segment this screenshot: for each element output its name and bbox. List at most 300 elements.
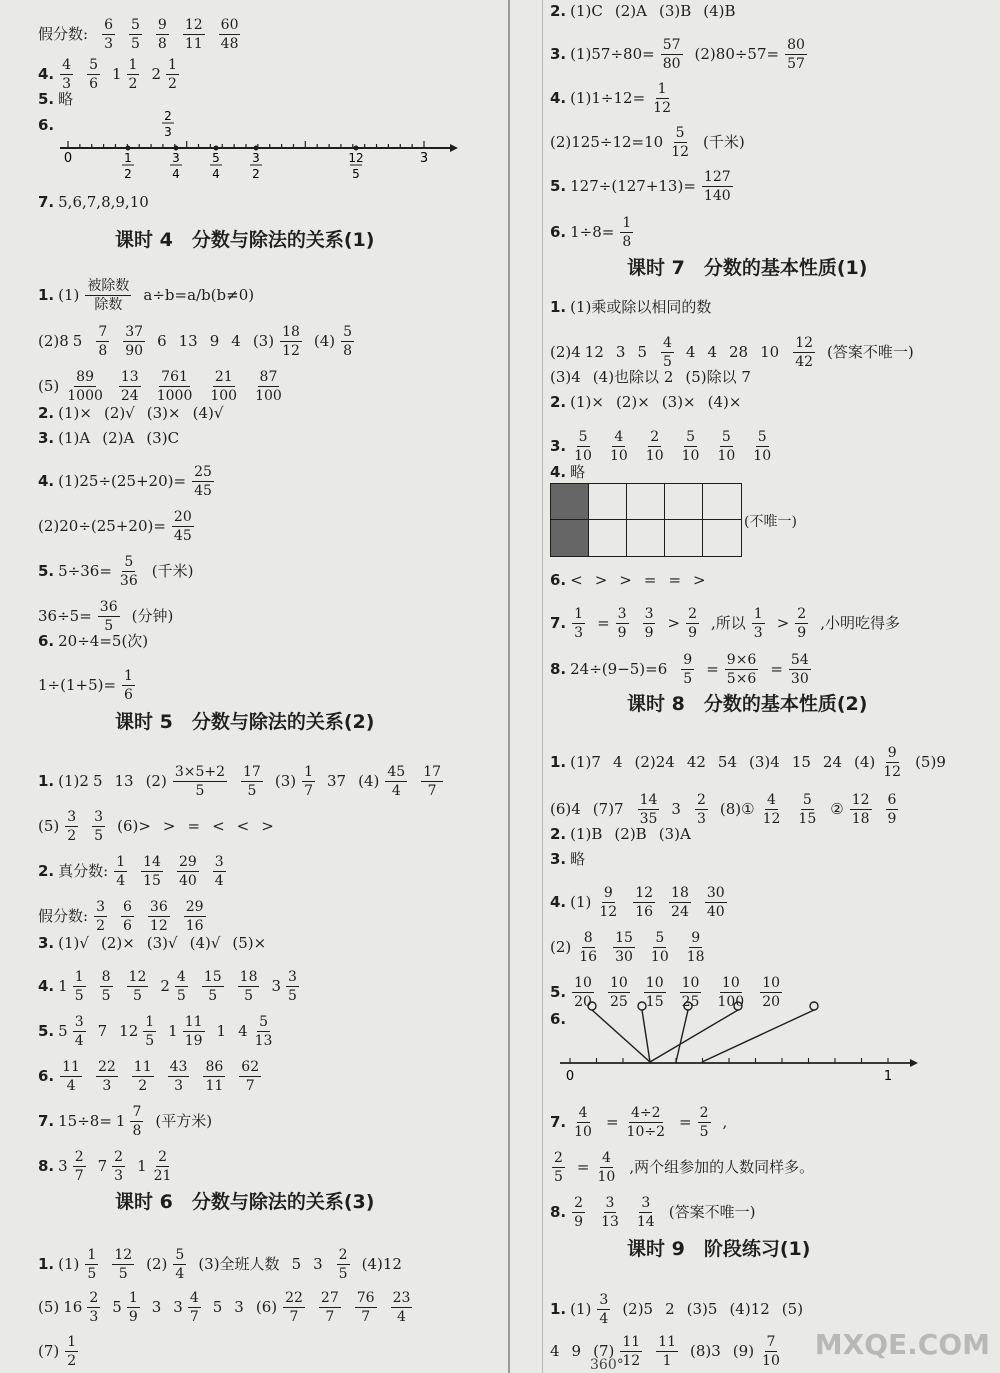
mixed-number: 1 $\frac{2}{21}$ bbox=[137, 1149, 172, 1184]
fraction bbox=[616, 607, 629, 640]
answer-text: (2)A bbox=[102, 429, 135, 447]
numerator: 8 bbox=[583, 930, 593, 946]
answer-text: (3)√ bbox=[146, 934, 178, 952]
answer-text: (2)8 bbox=[38, 332, 69, 350]
denominator: 6 bbox=[89, 76, 98, 92]
answer-text: (1)57÷80= bbox=[570, 45, 655, 63]
mixed-number: 2 $\frac{4}{5}$ bbox=[160, 969, 186, 1004]
answer-text: (答案不唯一) bbox=[827, 343, 914, 361]
answer-text: > bbox=[261, 817, 274, 835]
answer-text: (答案不唯一) bbox=[668, 1203, 756, 1221]
mixed-number: 2 $\frac{1}{2}$ bbox=[151, 57, 177, 92]
answer-text: (4)12 bbox=[729, 1300, 770, 1318]
answer-text: 3 bbox=[615, 343, 626, 361]
denominator: 100 bbox=[255, 388, 282, 404]
numerator: 7 bbox=[132, 1104, 142, 1120]
numerator: 5 bbox=[655, 930, 665, 946]
denominator: 4 bbox=[599, 1311, 609, 1327]
answer-text: = bbox=[576, 1158, 590, 1176]
fraction bbox=[96, 1060, 118, 1093]
answer-text: 7 bbox=[97, 1022, 108, 1040]
numerator: 1 bbox=[87, 1247, 97, 1263]
numerator: 76 bbox=[356, 1290, 375, 1306]
numerator: 22 bbox=[285, 1290, 303, 1306]
numerator: 18 bbox=[239, 969, 258, 985]
numerator: 5 bbox=[675, 125, 685, 141]
fraction bbox=[87, 1291, 100, 1324]
fraction bbox=[789, 653, 811, 686]
answer-line bbox=[550, 852, 597, 867]
answer-line bbox=[550, 1196, 767, 1229]
tick-label-1: 1 bbox=[883, 1069, 893, 1084]
answer-text: (7) bbox=[38, 1342, 60, 1360]
question-number: 5. bbox=[38, 562, 55, 580]
numerator: 3 bbox=[74, 1014, 84, 1030]
fraction bbox=[572, 607, 585, 640]
fraction bbox=[796, 793, 818, 826]
denominator: 7 bbox=[189, 1309, 199, 1325]
answer-line bbox=[38, 669, 147, 702]
answer-line bbox=[38, 855, 238, 888]
denominator: 2 bbox=[128, 76, 138, 92]
question-number: 7. bbox=[38, 1112, 55, 1130]
answer-line bbox=[38, 431, 191, 446]
lesson-heading: 课时 4 分数与除法的关系(1) bbox=[115, 229, 375, 251]
lesson-heading: 课时 6 分数与除法的关系(3) bbox=[115, 1191, 375, 1213]
fraction bbox=[355, 1291, 377, 1324]
fraction bbox=[785, 38, 807, 71]
answer-text: (1) bbox=[570, 893, 592, 911]
fraction bbox=[173, 765, 227, 798]
answer-text: (4) bbox=[358, 772, 380, 790]
denominator: 5 bbox=[247, 783, 257, 799]
denominator: 9 bbox=[797, 625, 807, 641]
denominator: 10 bbox=[717, 448, 736, 464]
tick-label-3: 3 bbox=[419, 151, 429, 166]
answer-line bbox=[550, 126, 757, 159]
answer-line bbox=[550, 607, 912, 640]
fraction bbox=[114, 855, 127, 888]
fraction bbox=[123, 325, 145, 358]
fraction bbox=[112, 1150, 125, 1183]
denominator: 9 bbox=[644, 625, 654, 641]
above-numerator: 2 bbox=[164, 109, 172, 123]
answer-line bbox=[550, 465, 597, 480]
mixed-number: 4 $\frac{5}{13}$ bbox=[238, 1014, 273, 1049]
lesson-heading: 课时 7 分数的基本性质(1) bbox=[627, 257, 868, 279]
fraction bbox=[608, 430, 630, 463]
mixed-number: 1 $\frac{7}{8}$ bbox=[115, 1104, 142, 1139]
answer-text: (千米) bbox=[703, 133, 745, 151]
answer-line bbox=[38, 765, 455, 798]
answer-line bbox=[550, 82, 685, 115]
question-number: 3. bbox=[38, 429, 55, 447]
denominator: 48 bbox=[220, 36, 239, 52]
answer-text: 3 bbox=[151, 1298, 162, 1316]
fraction bbox=[122, 669, 135, 702]
answer-text: > bbox=[162, 817, 176, 835]
answer-text: 5 bbox=[291, 1255, 302, 1273]
numerator: 86 bbox=[205, 1059, 224, 1075]
fraction bbox=[385, 765, 407, 798]
answer-line bbox=[38, 325, 366, 358]
question-number: 8. bbox=[550, 660, 567, 678]
numerator: 27 bbox=[320, 1290, 339, 1306]
fraction bbox=[881, 746, 903, 779]
answer-text: (2)× bbox=[100, 934, 135, 952]
answer-text: (6)4 bbox=[550, 800, 581, 818]
numerator: 43 bbox=[169, 1059, 188, 1075]
denominator: 3 bbox=[696, 811, 706, 827]
numerator: 12 bbox=[128, 969, 147, 985]
answer-text: (5)除以 7 bbox=[685, 368, 751, 386]
tick-denominator: 4 bbox=[172, 167, 180, 181]
fraction bbox=[112, 1248, 134, 1281]
denominator: 5 bbox=[94, 828, 104, 844]
numerator: 15 bbox=[203, 969, 222, 985]
question-number: 3. bbox=[38, 934, 55, 952]
question-number: 4. bbox=[38, 472, 55, 490]
answer-text: (7) bbox=[593, 1342, 615, 1360]
denominator: 18 bbox=[851, 811, 870, 827]
fraction bbox=[141, 855, 163, 888]
number-line-q6 bbox=[60, 108, 460, 183]
denominator: 90 bbox=[125, 343, 144, 359]
fraction bbox=[65, 810, 78, 843]
denominator: 3 bbox=[62, 76, 72, 92]
numerator: 3 bbox=[641, 1195, 651, 1211]
tick-numerator: 3 bbox=[172, 151, 180, 165]
denominator: 3 bbox=[114, 1168, 124, 1184]
denominator: 100 bbox=[717, 994, 745, 1010]
denominator: 5 bbox=[288, 988, 297, 1004]
numerator: 18 bbox=[282, 324, 300, 340]
numerator: 11 bbox=[62, 1059, 80, 1075]
answer-text: 1 bbox=[216, 1022, 227, 1040]
answer-text: 54 bbox=[717, 753, 738, 771]
numerator: 2 bbox=[114, 1149, 124, 1165]
answer-text: 24÷(9−5)=6 bbox=[570, 660, 668, 678]
denominator: 2 bbox=[67, 828, 77, 844]
answer-text: > bbox=[776, 614, 790, 632]
numerator: 2 bbox=[89, 1290, 99, 1306]
numerator: 1 bbox=[574, 606, 584, 622]
numerator: 2 bbox=[554, 1150, 563, 1166]
answer-line bbox=[38, 1291, 424, 1324]
fraction bbox=[669, 886, 691, 919]
answer-line bbox=[38, 406, 235, 421]
fraction bbox=[184, 900, 206, 933]
fraction bbox=[208, 370, 239, 403]
numerator: 5 bbox=[175, 1247, 185, 1263]
answer-text: (1)C bbox=[570, 2, 603, 20]
numerator: 10 bbox=[609, 975, 628, 991]
fraction bbox=[302, 765, 315, 798]
denominator: 10 bbox=[574, 1124, 592, 1140]
denominator: 40 bbox=[178, 873, 197, 889]
fraction bbox=[73, 970, 86, 1003]
question-number: 1. bbox=[38, 772, 55, 790]
fraction bbox=[127, 970, 149, 1003]
answer-text: (2)20÷(25+20)= bbox=[38, 517, 166, 535]
fraction bbox=[100, 970, 113, 1003]
answer-text: ,所以 bbox=[710, 614, 746, 632]
numerator: 37 bbox=[125, 324, 144, 340]
numerator: 9 bbox=[157, 17, 167, 33]
answer-text: 42 bbox=[686, 753, 706, 771]
numerator: 5 bbox=[721, 429, 731, 445]
fraction bbox=[85, 279, 131, 312]
answer-line bbox=[38, 1105, 224, 1138]
numerator: 9 bbox=[683, 652, 693, 668]
fraction bbox=[341, 325, 354, 358]
lesson-heading: 课时 8 分数的基本性质(2) bbox=[627, 693, 868, 715]
numerator: 4 bbox=[578, 1105, 588, 1121]
answer-text: (平方米) bbox=[155, 1112, 213, 1130]
answer-text: (3) bbox=[274, 772, 297, 790]
denominator: 5 bbox=[195, 783, 205, 799]
question-number: 6. bbox=[38, 632, 55, 650]
above-denominator: 3 bbox=[164, 125, 172, 139]
denominator: 5 bbox=[338, 1266, 348, 1282]
answer-text: > bbox=[594, 571, 608, 589]
fraction bbox=[219, 18, 241, 51]
answer-line bbox=[550, 746, 958, 779]
tick-numerator: 1 bbox=[124, 151, 132, 165]
denominator: 5 bbox=[244, 988, 254, 1004]
fraction bbox=[238, 970, 260, 1003]
mixed-number: 12 $\frac{1}{5}$ bbox=[119, 1014, 155, 1049]
tick-denominator: 4 bbox=[212, 167, 220, 181]
answer-text: (6)> bbox=[117, 817, 151, 835]
numerator: 3 bbox=[617, 606, 627, 622]
fraction bbox=[572, 430, 594, 463]
answer-text: (1) bbox=[58, 286, 80, 304]
answer-text: (3)全班人数 bbox=[198, 1255, 280, 1273]
answer-text: 真分数: bbox=[58, 862, 109, 880]
denominator: 3 bbox=[102, 1078, 112, 1094]
denominator: 7 bbox=[245, 1078, 255, 1094]
numerator: 4 bbox=[767, 792, 776, 808]
denominator: 4 bbox=[175, 1266, 185, 1282]
answer-text: a÷b=a/b(b≠0) bbox=[143, 286, 255, 304]
denominator: 11 bbox=[205, 1078, 224, 1094]
fraction bbox=[130, 1105, 143, 1138]
numerator: 17 bbox=[423, 764, 442, 780]
fraction bbox=[202, 970, 224, 1003]
answer-text: (2)125÷12=10 bbox=[550, 133, 664, 151]
answer-text: (6) bbox=[255, 1298, 278, 1316]
denominator: 16 bbox=[635, 904, 654, 920]
answer-text: (2)5 bbox=[622, 1300, 654, 1318]
answer-line bbox=[38, 465, 226, 498]
fraction bbox=[129, 18, 142, 51]
fraction bbox=[391, 1291, 413, 1324]
answer-line bbox=[550, 793, 910, 826]
numerator: 87 bbox=[259, 369, 278, 385]
fraction bbox=[685, 931, 707, 964]
answer-text: (8)3 bbox=[690, 1342, 721, 1360]
answer-text: 3 bbox=[313, 1255, 323, 1273]
fraction bbox=[597, 886, 619, 919]
denominator: 4 bbox=[116, 873, 126, 889]
answer-text: 24 bbox=[822, 753, 842, 771]
denominator: 35 bbox=[639, 811, 658, 827]
denominator: 10 bbox=[597, 1169, 616, 1185]
denominator: 7 bbox=[289, 1309, 299, 1325]
answer-text: 6 bbox=[157, 332, 167, 350]
fraction bbox=[192, 465, 214, 498]
answer-line bbox=[38, 18, 252, 51]
fraction bbox=[241, 765, 263, 798]
fraction bbox=[795, 607, 808, 640]
numerator: 29 bbox=[178, 854, 197, 870]
answer-line bbox=[38, 279, 266, 312]
fraction bbox=[850, 793, 872, 826]
question-number: 4. bbox=[38, 977, 55, 995]
answer-text: (4)也除以 2 bbox=[592, 368, 674, 386]
denominator: 3 bbox=[89, 1309, 99, 1325]
answer-text: 9 bbox=[571, 1342, 582, 1360]
grid-note: (不唯一) bbox=[744, 514, 797, 530]
denominator: 8 bbox=[157, 36, 167, 52]
denominator: 45 bbox=[194, 483, 212, 499]
answer-text: (2) bbox=[146, 1255, 168, 1273]
fraction bbox=[686, 607, 699, 640]
tick-numerator: 3 bbox=[252, 151, 260, 165]
fraction bbox=[886, 793, 899, 826]
question-number: 1. bbox=[38, 286, 55, 304]
answer-line bbox=[38, 634, 160, 649]
answer-text: (3)A bbox=[658, 825, 691, 843]
fraction bbox=[73, 1015, 86, 1048]
denominator: 20 bbox=[574, 994, 592, 1010]
fraction bbox=[152, 1150, 174, 1183]
denominator: 8 bbox=[622, 234, 632, 250]
fraction bbox=[253, 1015, 275, 1048]
denominator: 2 bbox=[96, 918, 105, 934]
answer-text: 12 bbox=[584, 343, 604, 361]
denominator: 15 bbox=[143, 873, 161, 889]
answer-text: (1) bbox=[570, 1300, 592, 1318]
numerator: 761 bbox=[161, 369, 188, 385]
denominator: 7 bbox=[427, 783, 437, 799]
answer-text: (8)① bbox=[719, 800, 755, 818]
numerator: 2 bbox=[650, 429, 660, 445]
denominator: 5 bbox=[101, 988, 111, 1004]
fraction bbox=[421, 765, 443, 798]
answer-text: (4)12 bbox=[361, 1255, 402, 1273]
numerator: 1 bbox=[124, 668, 133, 684]
question-number: 4. bbox=[550, 89, 567, 107]
answer-line bbox=[550, 395, 753, 410]
denominator: 16 bbox=[185, 918, 204, 934]
numerator: 4 bbox=[189, 1290, 199, 1306]
answer-text: (5) bbox=[38, 1298, 60, 1316]
numerator: 3 bbox=[599, 1292, 609, 1308]
denominator: 8 bbox=[343, 343, 353, 359]
denominator: 24 bbox=[671, 904, 689, 920]
fraction bbox=[286, 970, 299, 1003]
answer-text: (1)A bbox=[58, 429, 91, 447]
answer-line bbox=[550, 931, 719, 964]
mixed-number: 5 $\frac{3}{4}$ bbox=[58, 1014, 84, 1049]
answer-text: 4 bbox=[550, 1342, 560, 1360]
denominator: 2 bbox=[168, 76, 177, 92]
answer-text: (2)A bbox=[614, 2, 647, 20]
answer-line bbox=[38, 1060, 273, 1093]
fraction bbox=[166, 58, 179, 91]
answer-text: 37 bbox=[327, 772, 347, 790]
answer-text: = bbox=[668, 571, 682, 589]
denominator: 24 bbox=[120, 388, 139, 404]
numerator: 3 bbox=[644, 606, 654, 622]
question-number: 7. bbox=[550, 614, 567, 632]
answer-text: (4)√ bbox=[189, 934, 221, 952]
fraction bbox=[638, 793, 660, 826]
denominator: 9 bbox=[617, 625, 627, 641]
fraction bbox=[597, 1293, 610, 1326]
denominator: 7 bbox=[325, 1309, 335, 1325]
denominator: 7 bbox=[304, 783, 314, 799]
fraction bbox=[188, 1291, 201, 1324]
numerator: 127 bbox=[703, 169, 731, 185]
denominator: 12 bbox=[622, 1353, 641, 1369]
question-number: 7. bbox=[38, 193, 55, 211]
answer-text: 15÷8= bbox=[58, 1112, 112, 1130]
numerator: 11 bbox=[133, 1059, 152, 1075]
numerator: 62 bbox=[241, 1059, 260, 1075]
answer-line bbox=[550, 886, 739, 919]
numerator: 5 bbox=[343, 324, 353, 340]
fraction bbox=[98, 600, 120, 633]
answer-line bbox=[550, 1151, 826, 1184]
answer-text: (1)× bbox=[570, 393, 604, 411]
denominator: 10 bbox=[650, 949, 669, 965]
answer-text: > bbox=[667, 614, 681, 632]
fraction bbox=[625, 1106, 667, 1139]
answer-text: (3)4 bbox=[749, 753, 780, 771]
numerator: 11 bbox=[658, 1334, 676, 1350]
question-number: 6. bbox=[550, 571, 567, 589]
fraction bbox=[752, 607, 765, 640]
fraction bbox=[102, 18, 115, 51]
numerator: 10 bbox=[762, 975, 781, 991]
denominator: 42 bbox=[795, 354, 814, 370]
denominator: 6 bbox=[124, 687, 133, 703]
denominator: 9 bbox=[128, 1309, 138, 1325]
answer-text: 4 bbox=[685, 343, 696, 361]
fraction bbox=[132, 1060, 154, 1093]
tick-denominator: 2 bbox=[124, 167, 132, 181]
fraction bbox=[168, 1060, 190, 1093]
numerator: 1 bbox=[67, 1334, 77, 1350]
mixed-number: 7 $\frac{2}{3}$ bbox=[97, 1149, 124, 1184]
fraction bbox=[552, 1151, 565, 1184]
answer-line bbox=[38, 555, 205, 588]
denominator: 3 bbox=[574, 625, 584, 641]
numerator: 5 bbox=[578, 429, 588, 445]
question-number: 8. bbox=[38, 1157, 55, 1175]
denominator: 18 bbox=[686, 949, 705, 965]
fraction bbox=[60, 58, 73, 91]
answer-text: (1) bbox=[58, 1255, 80, 1273]
numerator: 4 bbox=[601, 1150, 611, 1166]
mixed-number: 5 $\frac{1}{9}$ bbox=[112, 1290, 138, 1325]
lesson-heading: 课时 9 阶段练习(1) bbox=[627, 1238, 811, 1260]
fraction bbox=[337, 1248, 350, 1281]
fraction bbox=[203, 1060, 225, 1093]
